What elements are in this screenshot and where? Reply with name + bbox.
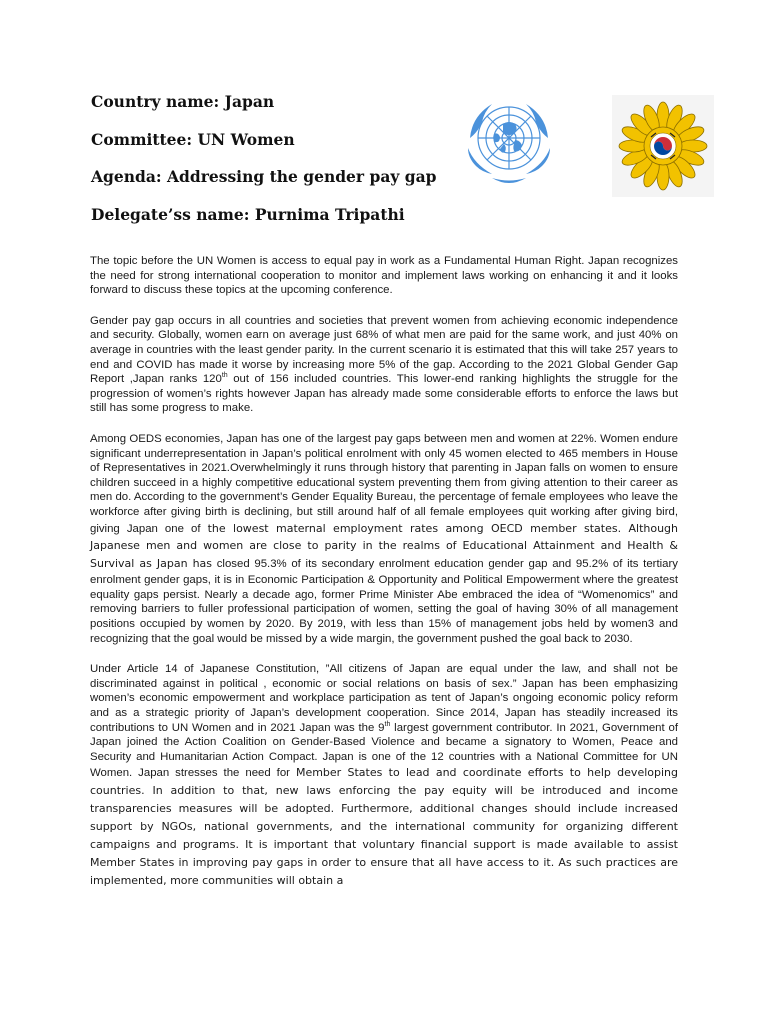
paragraph-text: Among OEDS economies, Japan has one of the largest pay gaps between men and women at 22%. Women endure significant underrepresentation in Japan’s political enrolment with only 45 women elected to 465 members in House of Representatives in 2021.Overwhelmingly it runs through history that parenting in Japan falls on women to ensure children succeed in a highly competitive educational system preventing them from giving attention to their career as men do. According to the government’s Gender Equality Bureau, the percentage of female employees who leave the workforce after giving birth is declining, but still around half of all female employees quit working after giving bird, giving Japan one of	[90, 432, 678, 535]
paragraph-text: largest government contributor. In 2021, Government of Japan joined the Action Coalition on Gender-Based Violence and became a signatory to Women, Peace and Security and Humanitarian Action Compact. Japan is one of the 12 countries with a National Committee for UN Women. Japan stresses the need for	[90, 721, 678, 780]
chrysanthemum-seal-icon	[612, 95, 714, 197]
committee-heading: Committee: UN Women	[91, 129, 295, 149]
paragraph-japan-pay-gap	[90, 432, 678, 646]
document-header	[91, 92, 451, 242]
paragraph-text: Member States to lead and coordinate efforts to help developing countries. In addition to that, new laws enforcing the pay equity will be introduced and income transparencies measures will be adopted. Furthermore, additional changes should include increased support by NGOs, national governments, and the international community for organizing different campaigns and programs. It is important that voluntary financial support is made available to assist Member States in improving pay gaps in order to ensure that all have access to it. As such practices are implemented, more communities will obtain a	[90, 766, 678, 887]
paragraph-gender-pay-gap	[90, 314, 678, 416]
document-body	[90, 254, 678, 906]
paragraph-intro: The topic before the UN Women is access to equal pay in work as a Fundamental Human Right. Japan recognizes the need for strong international cooperation to monitor and implement laws working on enhancing it and it looks forward to discuss these topics at the upcoming conference.	[90, 255, 678, 297]
country-name-heading: Country name: Japan	[91, 92, 275, 111]
superscript: th	[384, 720, 391, 728]
superscript: th	[221, 372, 228, 380]
agenda-heading: Agenda: Addressing the gender pay gap	[91, 167, 437, 186]
un-emblem-icon	[458, 94, 560, 192]
paragraph-text: Under Article 14 of Japanese Constitution, ”All citizens of Japan are equal under the law, and shall not be discriminated against in political , economic or social relations on basis of sex.” Japan has been emphasizing women’s economic empowerment and workplace participation as tent of Japan’s ongoing economic policy reform and as a strategic priority of Japan’s development cooperation. Since 2014, Japan has steadily increased its contributions to UN Women and in 2021 Japan was the 9	[90, 663, 678, 734]
paragraph-text: out of 156 included countries. This lower-end ranking highlights the struggle for the progression of women’s rights however Japan has already made some considerable efforts to enforce the laws but still has some progress to make.	[90, 373, 678, 415]
paragraph-text: Gender pay gap occurs in all countries and societies that prevent women from achieving economic independence and security. Globally, women earn on average just 68% of what men are paid for the same work, and just 40% on average in countries with the least gender parity. In the current scenario it is estimated that this will take 257 years to end and COVID has made it worse by increasing more 5% of the gap. According to the 2021 Global Gender Gap Report ,Japan ranks 120	[90, 314, 678, 386]
paragraph-text: the lowest maternal employment rates among OECD member states. Although Japanese men and women are close to parity in the realms of Educational Attainment and Health & Survival as Japan has	[90, 521, 679, 571]
delegate-name-heading: Delegate’ss name: Purnima Tripathi	[91, 204, 405, 224]
paragraph-text: closed 95.3% of its secondary enrolment education gender gap and 95.2% of its tertiary enrolment gender gaps, it is in Economic Participation & Opportunity and Political Empowerment where the greatest equality gaps persist. Nearly a decade ago, former Prime Minister Abe embraced the idea of “Womenomics” and removing barriers to fuller professional participation of women, setting the goal of having 30% of all management positions occupied by women by 2020. By 2019, with less than 15% of management jobs held by women3 and recognizing that the goal would be missed by a wide margin, the government pushed the goal back to 2030.	[90, 558, 678, 645]
paragraph-constitution	[90, 662, 678, 890]
